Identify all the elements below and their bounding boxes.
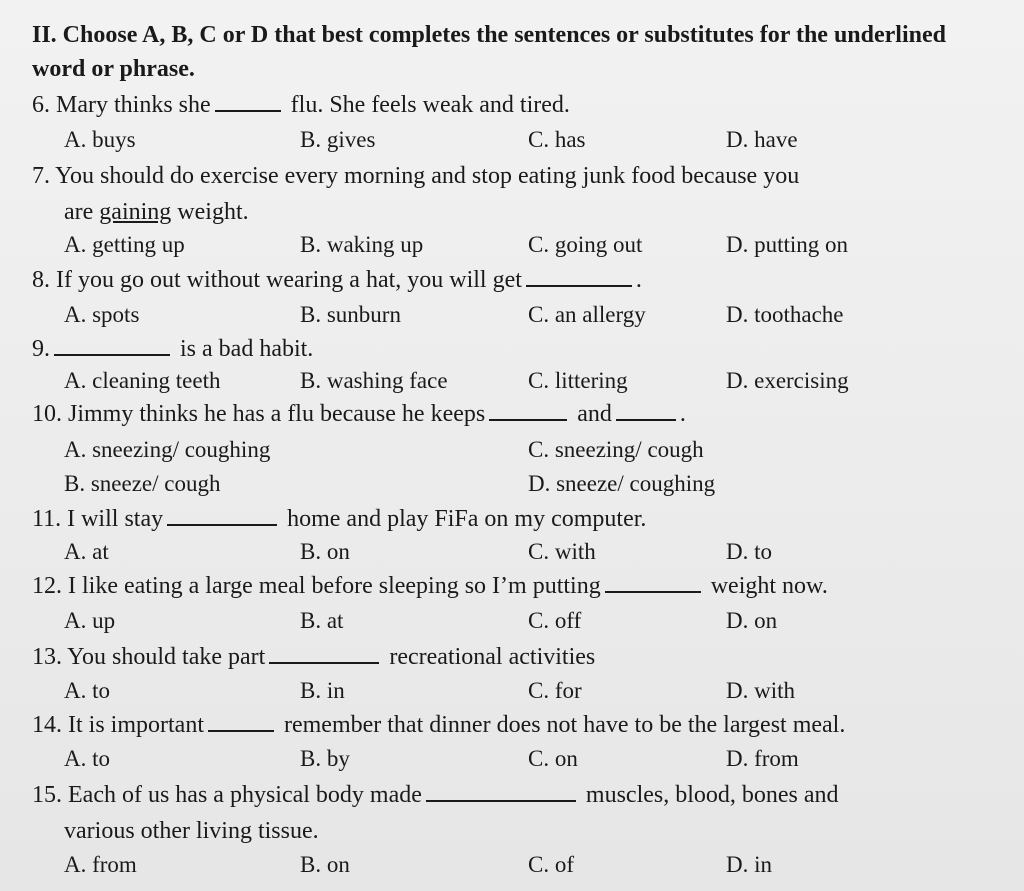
option-d: D. with bbox=[726, 678, 795, 703]
option-d: D. putting on bbox=[726, 232, 849, 257]
question-7: 7. You should do exercise every morning and stop eating junk food because you bbox=[32, 163, 800, 189]
question-12: 12. I like eating a large meal before sleeping so I’m putting weight now. bbox=[32, 573, 828, 599]
option-c: C. going out bbox=[528, 232, 643, 257]
question-13: 13. You should take part recreational activities bbox=[32, 644, 596, 670]
option-c: C. with bbox=[528, 539, 596, 564]
option-a: A. at bbox=[64, 539, 109, 564]
option-d: D. to bbox=[726, 539, 772, 564]
answer-blank bbox=[605, 571, 701, 593]
option-a: A. buys bbox=[64, 127, 136, 152]
option-c: C. an allergy bbox=[528, 302, 646, 327]
option-d: D. toothache bbox=[726, 302, 844, 327]
question-15-cont: various other living tissue. bbox=[64, 818, 319, 844]
option-a: A. to bbox=[64, 746, 110, 771]
answer-blank bbox=[215, 90, 281, 112]
option-a: A. from bbox=[64, 852, 137, 877]
question-11: 11. I will stay home and play FiFa on my computer. bbox=[32, 506, 647, 532]
option-b: B. on bbox=[300, 539, 350, 564]
question-10: 10. Jimmy thinks he has a flu because he keeps and . bbox=[32, 401, 686, 427]
option-a: A. spots bbox=[64, 302, 140, 327]
answer-blank bbox=[269, 642, 379, 664]
option-c: C. on bbox=[528, 746, 578, 771]
section-title: II. Choose A, B, C or D that best completes the sentences or substitutes for the underlined word or phrase. bbox=[32, 22, 946, 82]
option-a: A. sneezing/ coughing bbox=[64, 437, 271, 462]
answer-blank bbox=[616, 399, 676, 421]
answer-blank bbox=[167, 504, 277, 526]
option-c: C. for bbox=[528, 678, 582, 703]
option-b: B. by bbox=[300, 746, 350, 771]
question-9: 9. is a bad habit. bbox=[32, 336, 314, 362]
option-b: B. at bbox=[300, 608, 344, 633]
option-c: C. littering bbox=[528, 368, 628, 393]
option-d: D. exercising bbox=[726, 368, 849, 393]
option-d: D. from bbox=[726, 746, 799, 771]
option-d: D. on bbox=[726, 608, 778, 633]
option-a: A. cleaning teeth bbox=[64, 368, 221, 393]
answer-blank bbox=[489, 399, 567, 421]
answer-blank bbox=[526, 265, 632, 287]
option-c: C. has bbox=[528, 127, 586, 152]
option-b: B. waking up bbox=[300, 232, 424, 257]
option-a: A. up bbox=[64, 608, 116, 633]
option-a: A. getting up bbox=[64, 232, 185, 257]
underlined-word: gaining bbox=[99, 199, 172, 225]
option-b: B. on bbox=[300, 852, 350, 877]
option-c: C. sneezing/ cough bbox=[528, 437, 704, 462]
option-b: B. washing face bbox=[300, 368, 448, 393]
question-7-cont: are gaining weight. bbox=[64, 199, 249, 225]
option-d: D. have bbox=[726, 127, 798, 152]
option-c: C. off bbox=[528, 608, 582, 633]
option-d: D. sneeze/ coughing bbox=[528, 471, 716, 496]
question-15: 15. Each of us has a physical body made muscles, blood, bones and bbox=[32, 782, 839, 808]
option-a: A. to bbox=[64, 678, 110, 703]
answer-blank bbox=[208, 710, 274, 732]
option-b: B. sunburn bbox=[300, 302, 401, 327]
option-d: D. in bbox=[726, 852, 772, 877]
option-b: B. gives bbox=[300, 127, 376, 152]
answer-blank bbox=[426, 780, 576, 802]
option-b: B. in bbox=[300, 678, 345, 703]
option-b: B. sneeze/ cough bbox=[64, 471, 221, 496]
question-6: 6. Mary thinks she flu. She feels weak and tired. bbox=[32, 92, 570, 118]
question-14: 14. It is important remember that dinner does not have to be the largest meal. bbox=[32, 712, 846, 738]
question-8: 8. If you go out without wearing a hat, you will get . bbox=[32, 267, 642, 293]
answer-blank bbox=[54, 334, 170, 356]
option-c: C. of bbox=[528, 852, 574, 877]
